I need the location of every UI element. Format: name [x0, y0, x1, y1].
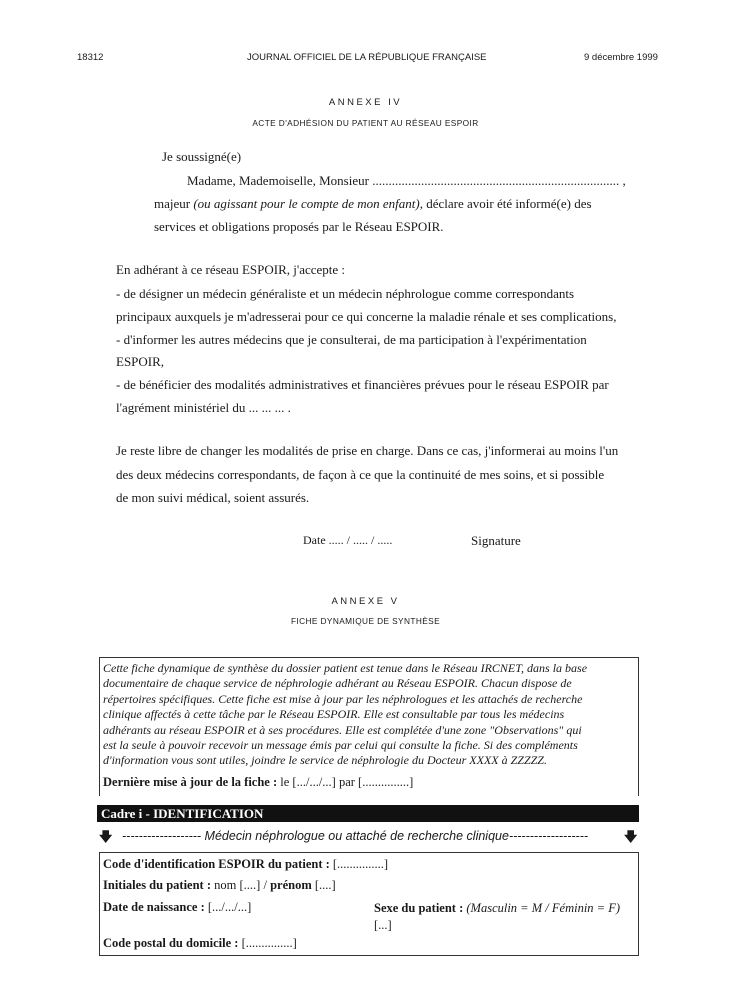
intro-box-right-border: [638, 657, 639, 796]
civility-line: Madame, Mademoiselle, Monsieur ............................................................................ ,: [187, 173, 626, 188]
free-line2: des deux médecins correspondants, de façon à ce que la continuité de mes soins, et si possible: [116, 467, 605, 482]
intro-line-3: répertoires spécifiques. Cette fiche est mise à jour par les néphrologues et les attachés de recherche: [103, 692, 583, 706]
intro-line-7: d'information vous sont utiles, joindre le service de néphrologie du Docteur XXXX à ZZZZZ.: [103, 753, 547, 767]
intro-box-left-border: [99, 657, 100, 796]
majeur-text: majeur: [154, 196, 194, 211]
initials-field: [103, 878, 336, 893]
item3-line2: l'agrément ministériel du ... ... ... .: [116, 400, 291, 415]
sex-value: [...]: [374, 918, 392, 932]
item3-line1: - de bénéficier des modalités administratives et financières prévues pour le réseau ESPOIR par: [116, 377, 609, 392]
author-line: ------------------- Médecin néphrologue ou attaché de recherche clinique-------------------: [122, 829, 589, 843]
initials-separator: /: [260, 878, 271, 892]
item1-line1: - de désigner un médecin généraliste et un médecin néphrologue comme correspondants: [116, 286, 575, 301]
majeur-italic: (ou agissant pour le compte de mon enfant): [193, 196, 420, 211]
form-box-left-border: [99, 852, 100, 956]
annex-iv-title: ANNEXE IV: [328, 97, 403, 108]
item1-line2: principaux auxquels je m'adresserai pour ce qui concerne la maladie rénale et ses complications,: [116, 309, 617, 324]
initials-nom-label: nom: [214, 878, 240, 892]
intro-line-2: documentaire de chaque service de néphrologie adhérant au Réseau ESPOIR. Chacun dispose de: [103, 676, 572, 690]
arrow-down-left-icon: 🡇: [99, 830, 113, 845]
intro-line-4: clinique affectés à cette tâche par le Réseau ESPOIR. Elle est consultable par tous les médecins: [103, 707, 565, 721]
intro-line-5: adhérants au réseau ESPOIR et à ses procédures. Elle est complétée d'une zone "Observations" qui: [103, 723, 582, 737]
last-update-label: Dernière mise à jour de la fiche :: [103, 775, 281, 789]
date-field: Date ..... / ..... / .....: [303, 533, 393, 547]
sex-field: [374, 901, 620, 916]
annex-v-title: ANNEXE V: [331, 596, 400, 607]
intro-box-top-border: [99, 657, 639, 658]
annex-v-subtitle: FICHE DYNAMIQUE DE SYNTHÈSE: [290, 616, 441, 626]
form-box-top-border: [99, 852, 639, 853]
free-line1: Je reste libre de changer les modalités de prise en charge. Dans ce cas, j'informerai au moins l'un: [116, 443, 619, 458]
postal-value: [...............]: [241, 936, 297, 950]
arrow-down-right-icon: 🡇: [624, 830, 638, 845]
postal-field: [103, 936, 297, 951]
intro-line-1: Cette fiche dynamique de synthèse du dossier patient est tenue dans le Réseau IRCNET, dans la base: [103, 661, 588, 675]
publication-date: 9 décembre 1999: [584, 52, 658, 63]
last-update-line: [103, 775, 413, 790]
initials-prenom-label: prénom: [270, 878, 315, 892]
intro-line-6: est la seule à pouvoir recevoir un message émis par celui qui consulte la fiche. Si des compléments: [103, 738, 578, 752]
free-line3: de mon suivi médical, soient assurés.: [116, 490, 310, 505]
birth-value: [.../.../...]: [207, 900, 252, 914]
sex-value-line: [374, 918, 392, 933]
birth-label: Date de naissance :: [103, 900, 208, 914]
accept-intro: En adhérant à ce réseau ESPOIR, j'accepte :: [116, 262, 346, 277]
undersigned-line: Je soussigné(e): [162, 149, 242, 164]
last-update-value: le [.../.../...] par [...............]: [280, 775, 414, 789]
majeur-post: , déclare avoir été informé(e) des: [419, 196, 592, 211]
code-value: [...............]: [332, 857, 389, 871]
form-box-right-border: [638, 852, 639, 956]
journal-title: JOURNAL OFFICIEL DE LA RÉPUBLIQUE FRANÇAISE: [247, 52, 487, 63]
birth-field: [103, 900, 251, 915]
code-field: [103, 857, 388, 872]
code-label: Code d'identification ESPOIR du patient :: [103, 857, 333, 871]
services-line: services et obligations proposés par le Réseau ESPOIR.: [154, 219, 444, 234]
page-number: 18312: [77, 52, 104, 63]
form-box-bottom-border: [99, 955, 639, 956]
item2-line2: ESPOIR,: [116, 354, 165, 369]
initials-label: Initiales du patient :: [103, 878, 215, 892]
sex-options: (Masculin = M / Féminin = F): [466, 901, 621, 915]
sex-label: Sexe du patient :: [374, 901, 467, 915]
cadre-identification-header: Cadre i - IDENTIFICATION: [97, 805, 639, 822]
item2-line1: - d'informer les autres médecins que je consulterai, de ma participation à l'expérimentation: [116, 332, 587, 347]
initials-prenom-value: [....]: [314, 878, 336, 892]
signature-label: Signature: [471, 533, 521, 548]
annex-iv-subtitle: ACTE D'ADHÉSION DU PATIENT AU RÉSEAU ESPOIR: [252, 118, 479, 128]
majeur-line: [154, 196, 592, 212]
postal-label: Code postal du domicile :: [103, 936, 242, 950]
initials-nom-value: [....]: [239, 878, 261, 892]
